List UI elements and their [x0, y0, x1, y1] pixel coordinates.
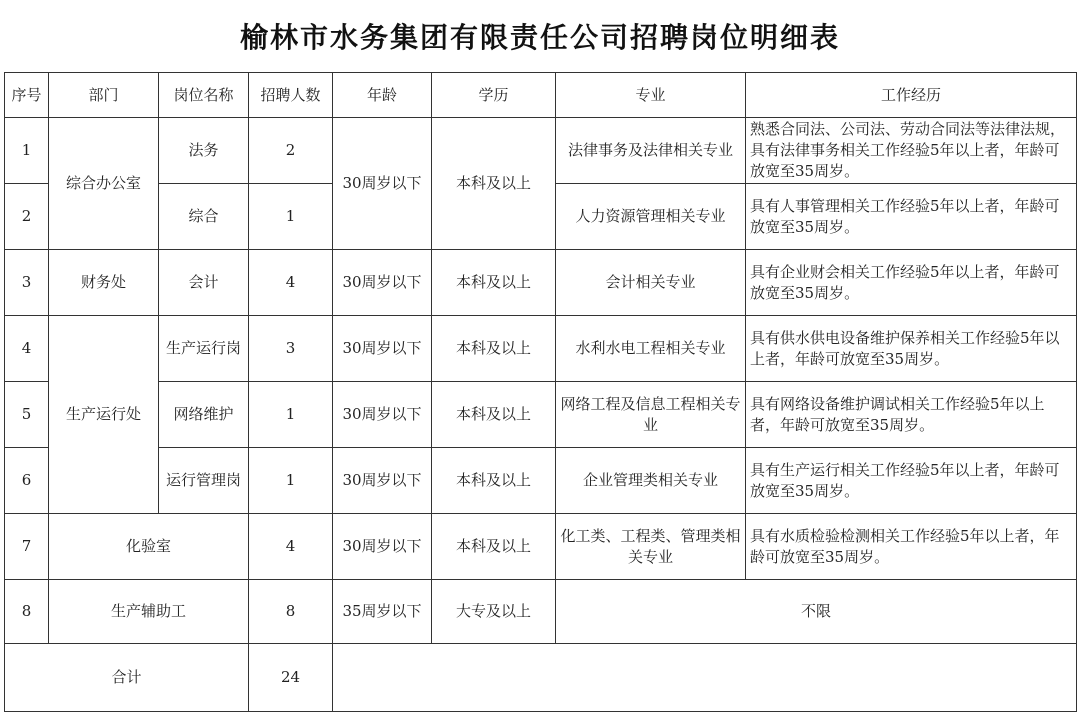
experience-cell: 具有人事管理相关工作经验5年以上者，年龄可放宽至35周岁。 [746, 184, 1077, 250]
major-cell: 人力资源管理相关专业 [556, 184, 746, 250]
table-row [5, 118, 1077, 184]
experience-cell: 具有企业财会相关工作经验5年以上者，年龄可放宽至35周岁。 [746, 250, 1077, 316]
age-cell: 30周岁以下 [333, 316, 432, 382]
edu-cell: 本科及以上 [432, 316, 556, 382]
row-no: 4 [5, 316, 49, 382]
position-cell: 会计 [159, 250, 249, 316]
unlimited-cell: 不限 [556, 580, 1077, 644]
age-cell: 35周岁以下 [333, 580, 432, 644]
position-cell: 法务 [159, 118, 249, 184]
age-cell: 30周岁以下 [333, 382, 432, 448]
edu-cell: 本科及以上 [432, 382, 556, 448]
header-edu: 学历 [432, 73, 556, 118]
row-no: 7 [5, 514, 49, 580]
experience-cell: 具有供水供电设备维护保养相关工作经验5年以上者，年龄可放宽至35周岁。 [746, 316, 1077, 382]
edu-cell: 本科及以上 [432, 118, 556, 250]
edu-cell: 本科及以上 [432, 448, 556, 514]
major-cell: 企业管理类相关专业 [556, 448, 746, 514]
row-no: 6 [5, 448, 49, 514]
major-cell: 法律事务及法律相关专业 [556, 118, 746, 184]
table-row [5, 580, 1077, 644]
table-row [5, 448, 1077, 514]
major-cell: 水利水电工程相关专业 [556, 316, 746, 382]
position-cell: 运行管理岗 [159, 448, 249, 514]
dept-cell: 财务处 [49, 250, 159, 316]
header-dept: 部门 [49, 73, 159, 118]
table-row [5, 316, 1077, 382]
recruitment-table [4, 72, 1077, 712]
count-cell: 8 [249, 580, 333, 644]
count-cell: 3 [249, 316, 333, 382]
header-age: 年龄 [333, 73, 432, 118]
edu-cell: 本科及以上 [432, 250, 556, 316]
total-label: 合计 [5, 644, 249, 712]
total-row [5, 644, 1077, 712]
experience-cell: 具有水质检验检测相关工作经验5年以上者，年龄可放宽至35周岁。 [746, 514, 1077, 580]
count-cell: 2 [249, 118, 333, 184]
page-title: 榆林市水务集团有限责任公司招聘岗位明细表 [239, 21, 840, 54]
header-no: 序号 [5, 73, 49, 118]
count-cell: 1 [249, 184, 333, 250]
header-experience: 工作经历 [746, 73, 1077, 118]
edu-cell: 大专及以上 [432, 580, 556, 644]
position-cell: 生产运行岗 [159, 316, 249, 382]
table-row [5, 250, 1077, 316]
major-cell: 化工类、工程类、管理类相关专业 [556, 514, 746, 580]
table-row [5, 514, 1077, 580]
table-row [5, 382, 1077, 448]
age-cell: 30周岁以下 [333, 448, 432, 514]
total-empty-cell [333, 644, 1077, 712]
row-no: 3 [5, 250, 49, 316]
header-count: 招聘人数 [249, 73, 333, 118]
count-cell: 4 [249, 514, 333, 580]
header-position: 岗位名称 [159, 73, 249, 118]
count-cell: 4 [249, 250, 333, 316]
age-cell: 30周岁以下 [333, 514, 432, 580]
count-cell: 1 [249, 448, 333, 514]
experience-cell: 具有生产运行相关工作经验5年以上者，年龄可放宽至35周岁。 [746, 448, 1077, 514]
dept-cell: 化验室 [49, 514, 249, 580]
age-cell: 30周岁以下 [333, 118, 432, 250]
major-cell: 会计相关专业 [556, 250, 746, 316]
total-count: 24 [249, 644, 333, 712]
experience-cell: 熟悉合同法、公司法、劳动合同法等法律法规，具有法律事务相关工作经验5年以上者，年龄可放宽至35周岁。 [746, 118, 1077, 184]
dept-cell: 生产辅助工 [49, 580, 249, 644]
age-cell: 30周岁以下 [333, 250, 432, 316]
row-no: 8 [5, 580, 49, 644]
experience-cell: 具有网络设备维护调试相关工作经验5年以上者，年龄可放宽至35周岁。 [746, 382, 1077, 448]
row-no: 5 [5, 382, 49, 448]
header-row [5, 73, 1077, 118]
row-no: 1 [5, 118, 49, 184]
edu-cell: 本科及以上 [432, 514, 556, 580]
row-no: 2 [5, 184, 49, 250]
dept-cell: 综合办公室 [49, 118, 159, 250]
dept-cell: 生产运行处 [49, 316, 159, 514]
count-cell: 1 [249, 382, 333, 448]
position-cell: 综合 [159, 184, 249, 250]
position-cell: 网络维护 [159, 382, 249, 448]
header-major: 专业 [556, 73, 746, 118]
major-cell: 网络工程及信息工程相关专业 [556, 382, 746, 448]
